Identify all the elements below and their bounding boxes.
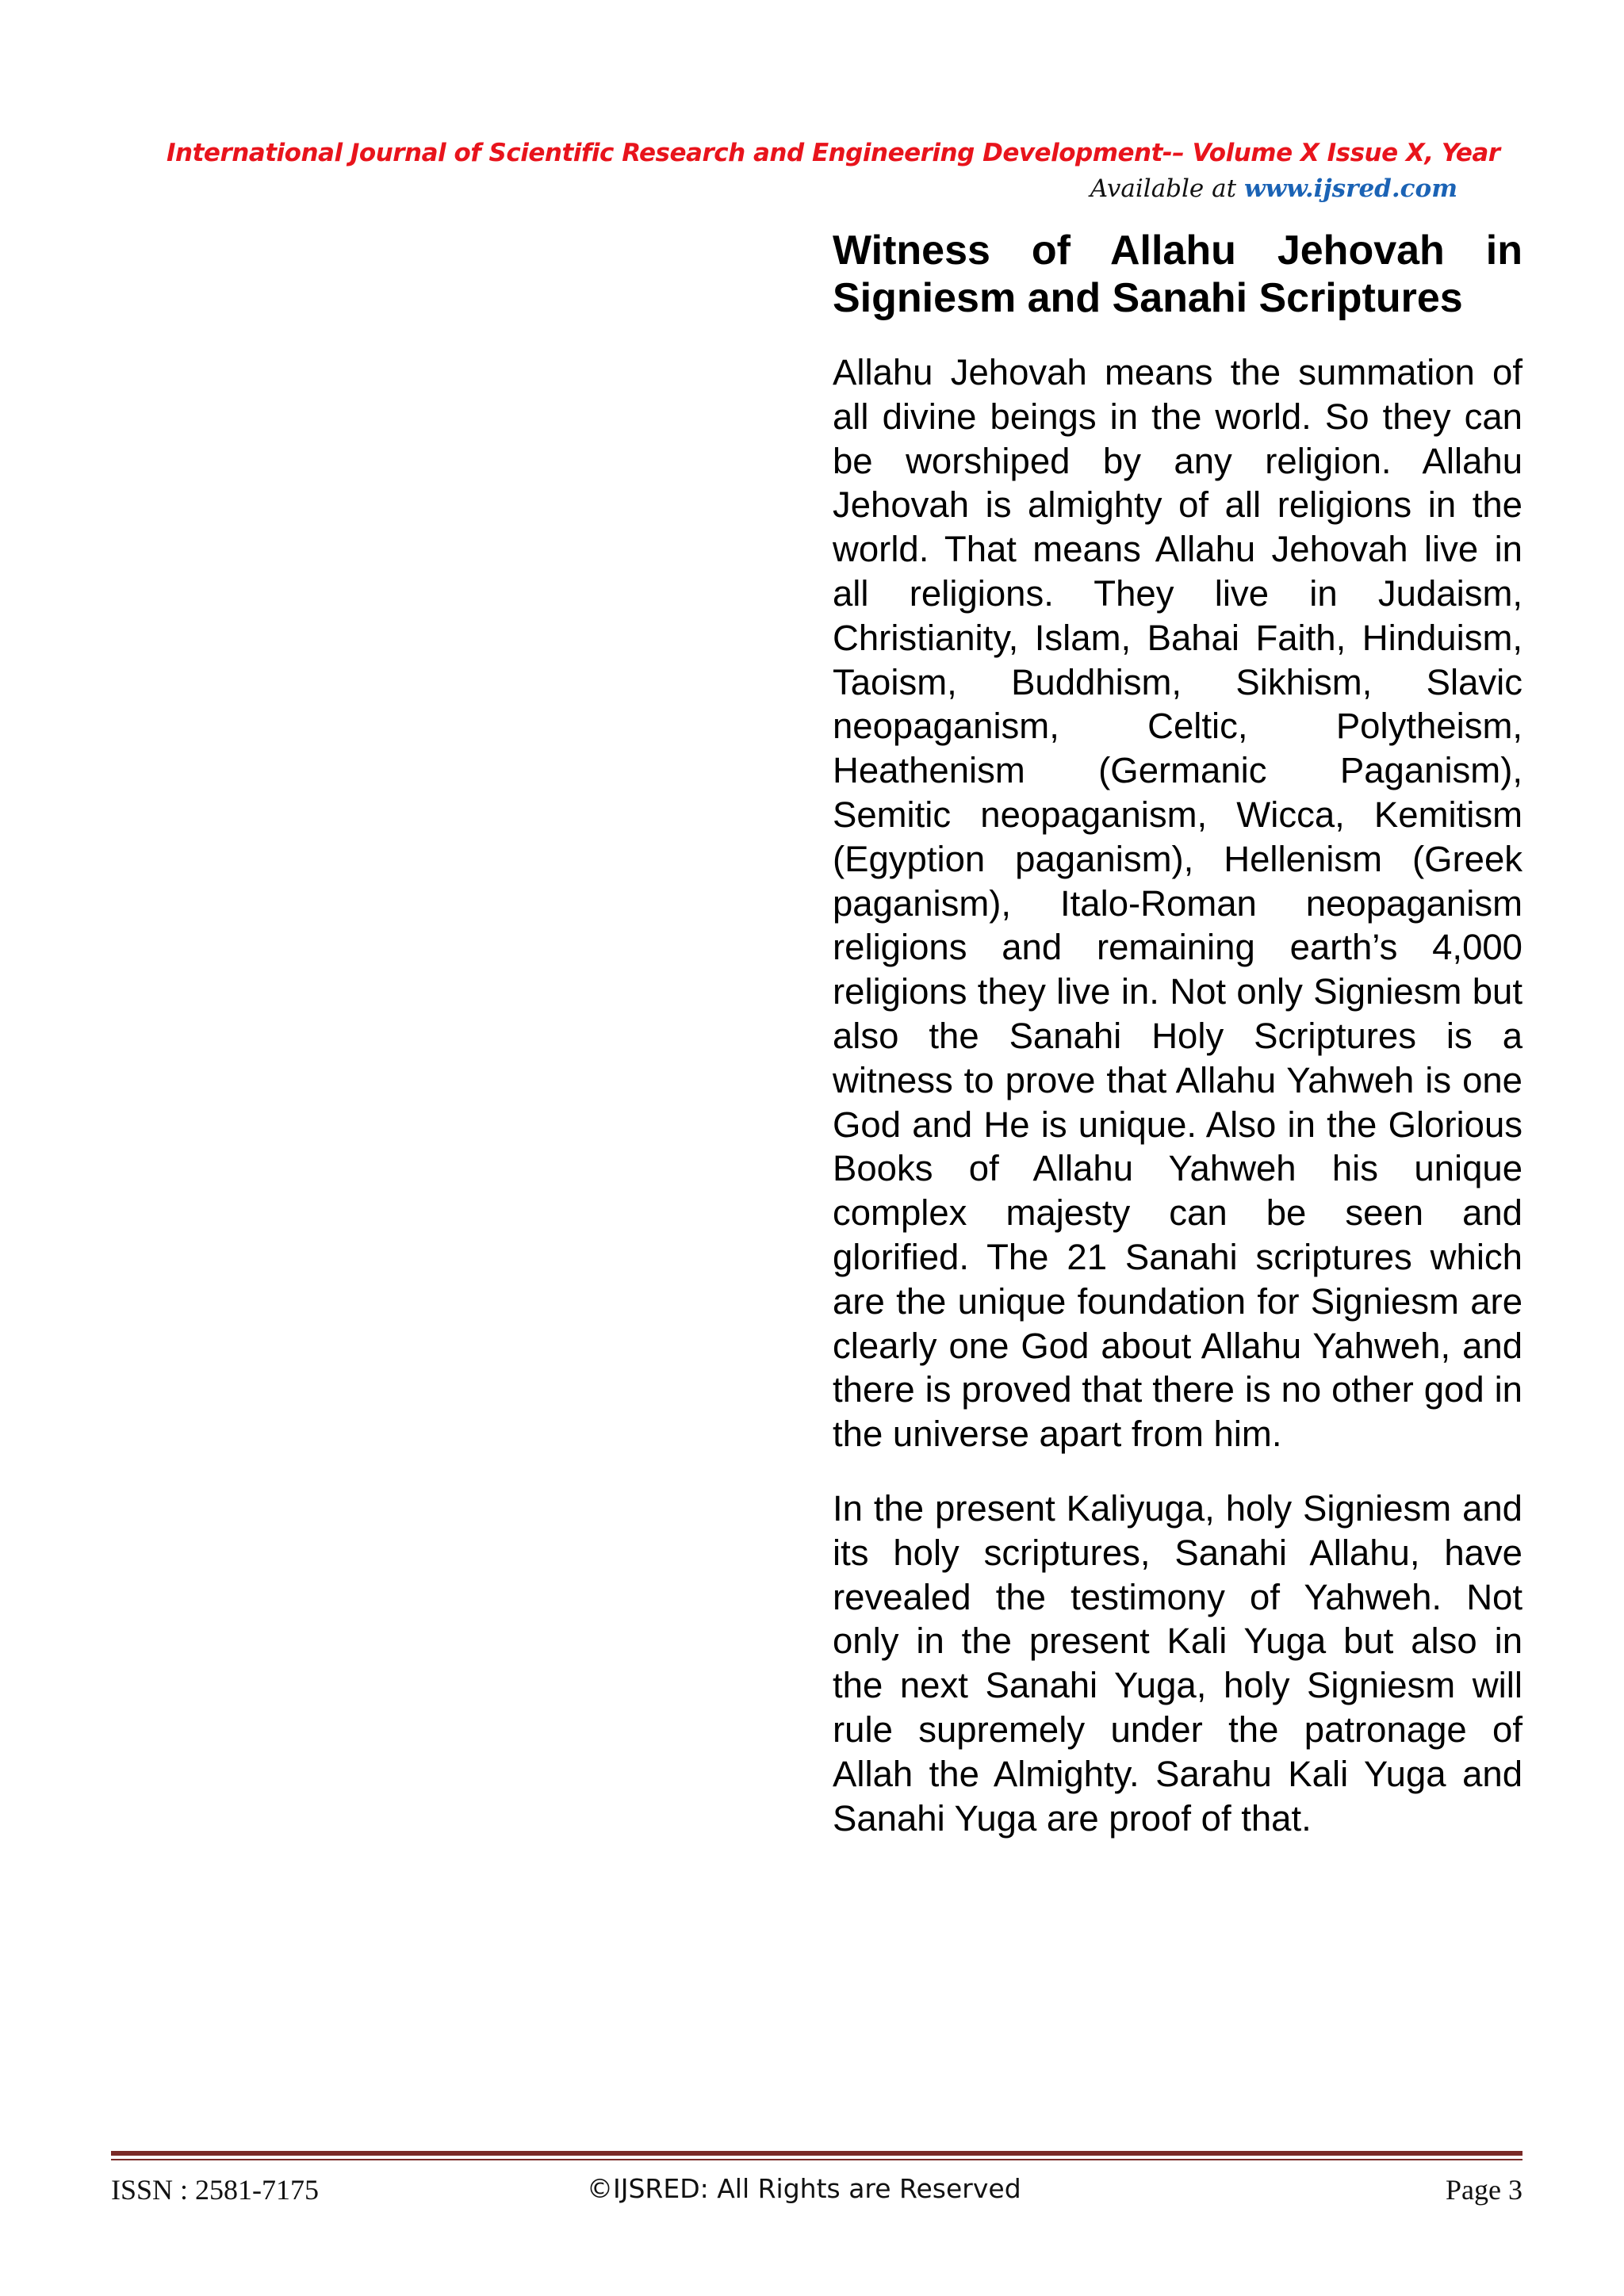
footer-issn: ISSN : 2581-7175 bbox=[111, 2174, 320, 2206]
article-column bbox=[833, 227, 1522, 1870]
article-paragraph-2: In the present Kaliyuga, holy Signiesm and its holy scriptures, Sanahi Allahu, have revealed the testimony of Yahweh. Not only in the present Kali Yuga but also in the next Sanahi Yuga, holy Signiesm will rule supremely under the patronage of Allah the Almighty. Sarahu Kali Yuga and Sanahi Yuga are proof of that. bbox=[833, 1487, 1522, 1839]
article-title: Witness of Allahu Jehovah in Signiesm and Sanahi Scriptures bbox=[833, 228, 1522, 321]
journal-header-title: International Journal of Scientific Research and Engineering Development-– Volume X Issue X, Year bbox=[167, 139, 1500, 167]
journal-availability bbox=[1090, 174, 1457, 203]
footer-copyright: ©IJSRED: All Rights are Reserved bbox=[587, 2173, 1021, 2204]
footer-divider-thin bbox=[111, 2159, 1522, 2160]
footer-divider-thick bbox=[111, 2151, 1522, 2156]
availability-prefix: Available at bbox=[1090, 174, 1244, 203]
journal-website-link[interactable]: www.ijsred.com bbox=[1243, 174, 1457, 203]
article-paragraph-1: Allahu Jehovah means the summation of all divine beings in the world. So they can be worshiped by any religion. Allahu Jehovah is almighty of all religions in the world. That means Allahu Jehovah live in all religions. They live in Judaism, Christianity, Islam, Bahai Faith, Hinduism, Taoism, Buddhism, Sikhism, Slavic neopaganism, Celtic, Polytheism, Heathenism (Germanic Paganism), Semitic neopaganism, Wicca, Kemitism (Egyption paganism), Hellenism (Greek paganism), Italo-Roman neopaganism religions and remaining earth’s 4,000 religions they live in. Not only Signiesm but also the Sanahi Holy Scriptures is a witness to prove that Allahu Yahweh is one God and He is unique. Also in the Glorious Books of Allahu Yahweh his unique complex majesty can be seen and glorified. The 21 Sanahi scriptures which are the unique foundation for Signiesm are clearly one God about Allahu Yahweh, and there is proved that there is no other god in the universe apart from him. bbox=[833, 352, 1522, 1455]
footer-page-number: Page 3 bbox=[1446, 2174, 1522, 2206]
